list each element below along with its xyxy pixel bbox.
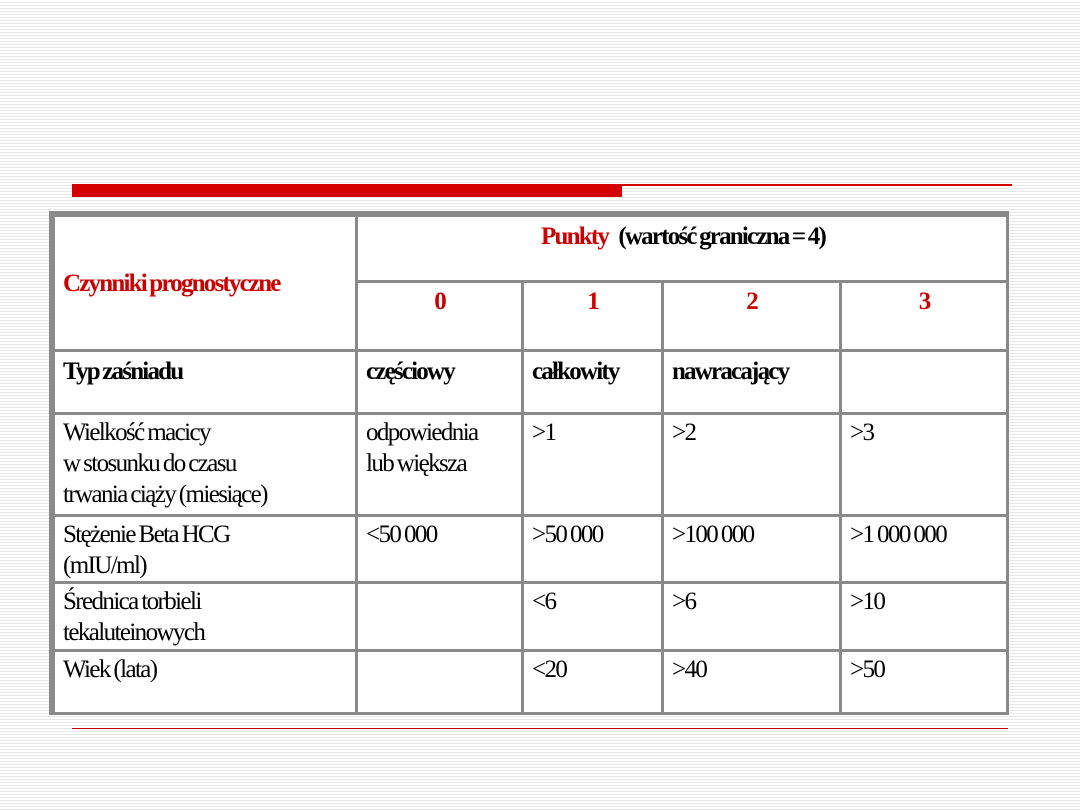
score-header-0: 0 (357, 282, 523, 351)
factors-header-cell (54, 216, 357, 351)
threshold-label: (wartość graniczna = 4) (618, 223, 825, 250)
value-cell-2: >40 (663, 651, 841, 714)
value-cell-1: >1 (523, 414, 663, 516)
value-cell-2: >6 (663, 583, 841, 651)
factor-cell (54, 351, 357, 414)
value-cell-3 (841, 351, 1008, 414)
factor-cell (54, 583, 357, 651)
score-header-2: 2 (663, 282, 841, 351)
prognostic-factors-table (52, 214, 1009, 715)
value-cell-2: >2 (663, 414, 841, 516)
points-header-cell (357, 216, 1008, 282)
value-cell-1: całkowity (523, 351, 663, 414)
factor-label: Wiek (lata) (63, 656, 157, 683)
value-cell-1: >50 000 (523, 516, 663, 583)
value-cell-0: <50 000 (357, 516, 523, 583)
value-cell-0: częściowy (357, 351, 523, 414)
title-accent-line (622, 184, 1012, 186)
table-row-uterus-size (54, 414, 1008, 516)
value-cell-3: >50 (841, 651, 1008, 714)
value-cell-2: >100 000 (663, 516, 841, 583)
value-cell-0 (357, 583, 523, 651)
header-row-points (54, 216, 1008, 282)
value-cell-1: <20 (523, 651, 663, 714)
factor-label-line: Średnica torbieli (63, 588, 201, 615)
factor-cell (54, 516, 357, 583)
footer-accent-line (72, 728, 1008, 729)
factor-cell (54, 651, 357, 714)
factor-label-line: (mIU/ml) (63, 552, 147, 579)
table-row-mole-type (54, 351, 1008, 414)
factor-label-line: Wielkość macicy (63, 419, 210, 446)
factors-header-label: Czynniki prognostyczne (63, 269, 280, 297)
value-cell-3: >3 (841, 414, 1008, 516)
table-row-cyst-diameter (54, 583, 1008, 651)
value-cell-3: >10 (841, 583, 1008, 651)
prognostic-table-frame (49, 211, 1009, 715)
value-line: odpowiednia (366, 419, 478, 446)
factor-label-line: Stężenie Beta HCG (63, 521, 230, 548)
value-line: lub większa (366, 450, 467, 477)
table-row-beta-hcg (54, 516, 1008, 583)
value-cell-3: >1 000 000 (841, 516, 1008, 583)
table-row-age (54, 651, 1008, 714)
value-cell-0 (357, 651, 523, 714)
value-cell-0 (357, 414, 523, 516)
factor-label-line: w stosunku do czasu (63, 450, 236, 477)
factor-cell (54, 414, 357, 516)
title-accent-bar (72, 184, 622, 197)
factor-label-line: tekaluteinowych (63, 619, 205, 646)
points-label: Punkty (541, 223, 609, 250)
value-cell-2: nawracający (663, 351, 841, 414)
value-cell-1: <6 (523, 583, 663, 651)
factor-label-line: trwania ciąży (miesiące) (63, 481, 267, 508)
score-header-3: 3 (841, 282, 1008, 351)
score-header-1: 1 (523, 282, 663, 351)
factor-label: Typ zaśniadu (63, 358, 183, 385)
